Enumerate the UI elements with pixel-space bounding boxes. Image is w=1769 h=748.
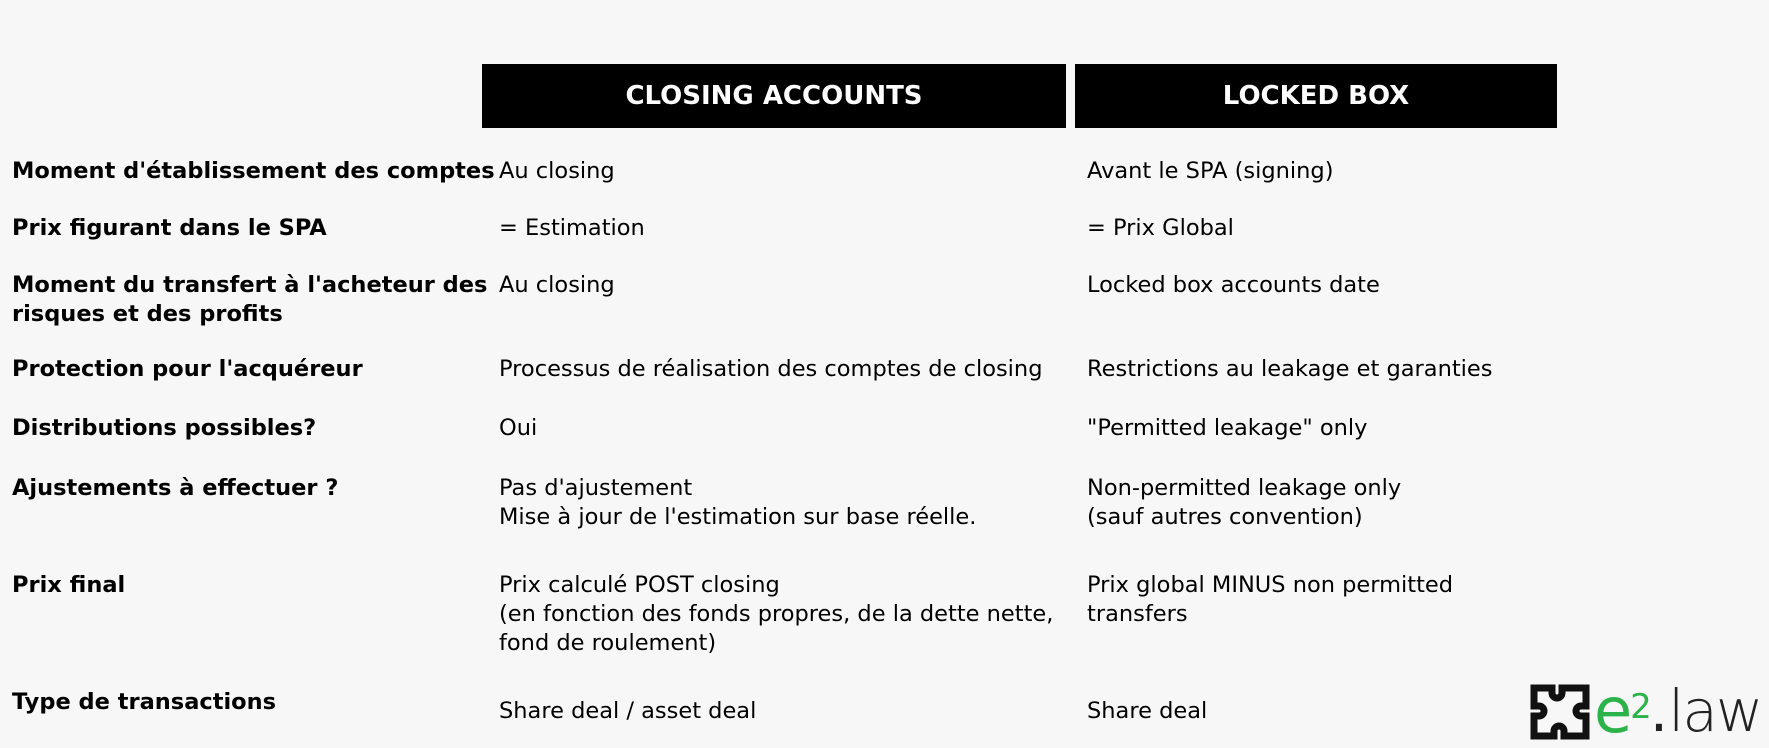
row-label-moment-transfert: Moment du transfert à l'acheteur des risques et des profits [12,272,488,327]
logo-text-e: $e^2$ [1594,674,1650,747]
e2law-logo [1530,674,1769,747]
cell-closing-distributions: Oui [499,415,538,441]
column-header-locked-box: LOCKED BOX [1075,64,1557,128]
cell-locked-ajustements: Non-permitted leakage only (sauf autres convention) [1087,475,1402,530]
row-label-prix-spa: Prix figurant dans le SPA [12,215,327,241]
puzzle-piece-icon [1530,682,1592,742]
cell-locked-moment-transfert: Locked box accounts date [1087,272,1380,298]
row-label-type-transactions: Type de transactions [12,689,277,715]
row-label-distributions: Distributions possibles? [12,415,317,441]
cell-locked-prix-spa: = Prix Global [1087,215,1234,241]
row-label-prix-final: Prix final [12,572,126,598]
row-label-moment-etablissement: Moment d'établissement des comptes [12,158,495,184]
cell-closing-moment-transfert: Au closing [499,272,615,298]
cell-locked-prix-final: Prix global MINUS non permitted transfers [1087,572,1454,627]
row-label-protection: Protection pour l'acquéreur [12,356,363,382]
cell-closing-moment-etablissement: Au closing [499,158,615,184]
cell-closing-ajustements: Pas d'ajustement Mise à jour de l'estimation sur base réelle. [499,475,977,530]
cell-locked-protection: Restrictions au leakage et garanties [1087,356,1493,382]
cell-locked-moment-etablissement: Avant le SPA (signing) [1087,158,1334,184]
cell-locked-type-transactions: Share deal [1087,698,1208,724]
logo-dot: . [1649,677,1669,745]
cell-locked-distributions: "Permitted leakage" only [1087,415,1368,441]
column-header-closing-accounts: CLOSING ACCOUNTS [482,64,1066,128]
logo-text-law: law [1668,677,1762,745]
row-label-ajustements: Ajustements à effectuer ? [12,475,339,501]
cell-closing-protection: Processus de réalisation des comptes de closing [499,356,1043,382]
cell-closing-type-transactions: Share deal / asset deal [499,698,757,724]
cell-closing-prix-final: Prix calculé POST closing (en fonction des fonds propres, de la dette nette, fond de roulement) [499,572,1054,656]
cell-closing-prix-spa: = Estimation [499,215,645,241]
